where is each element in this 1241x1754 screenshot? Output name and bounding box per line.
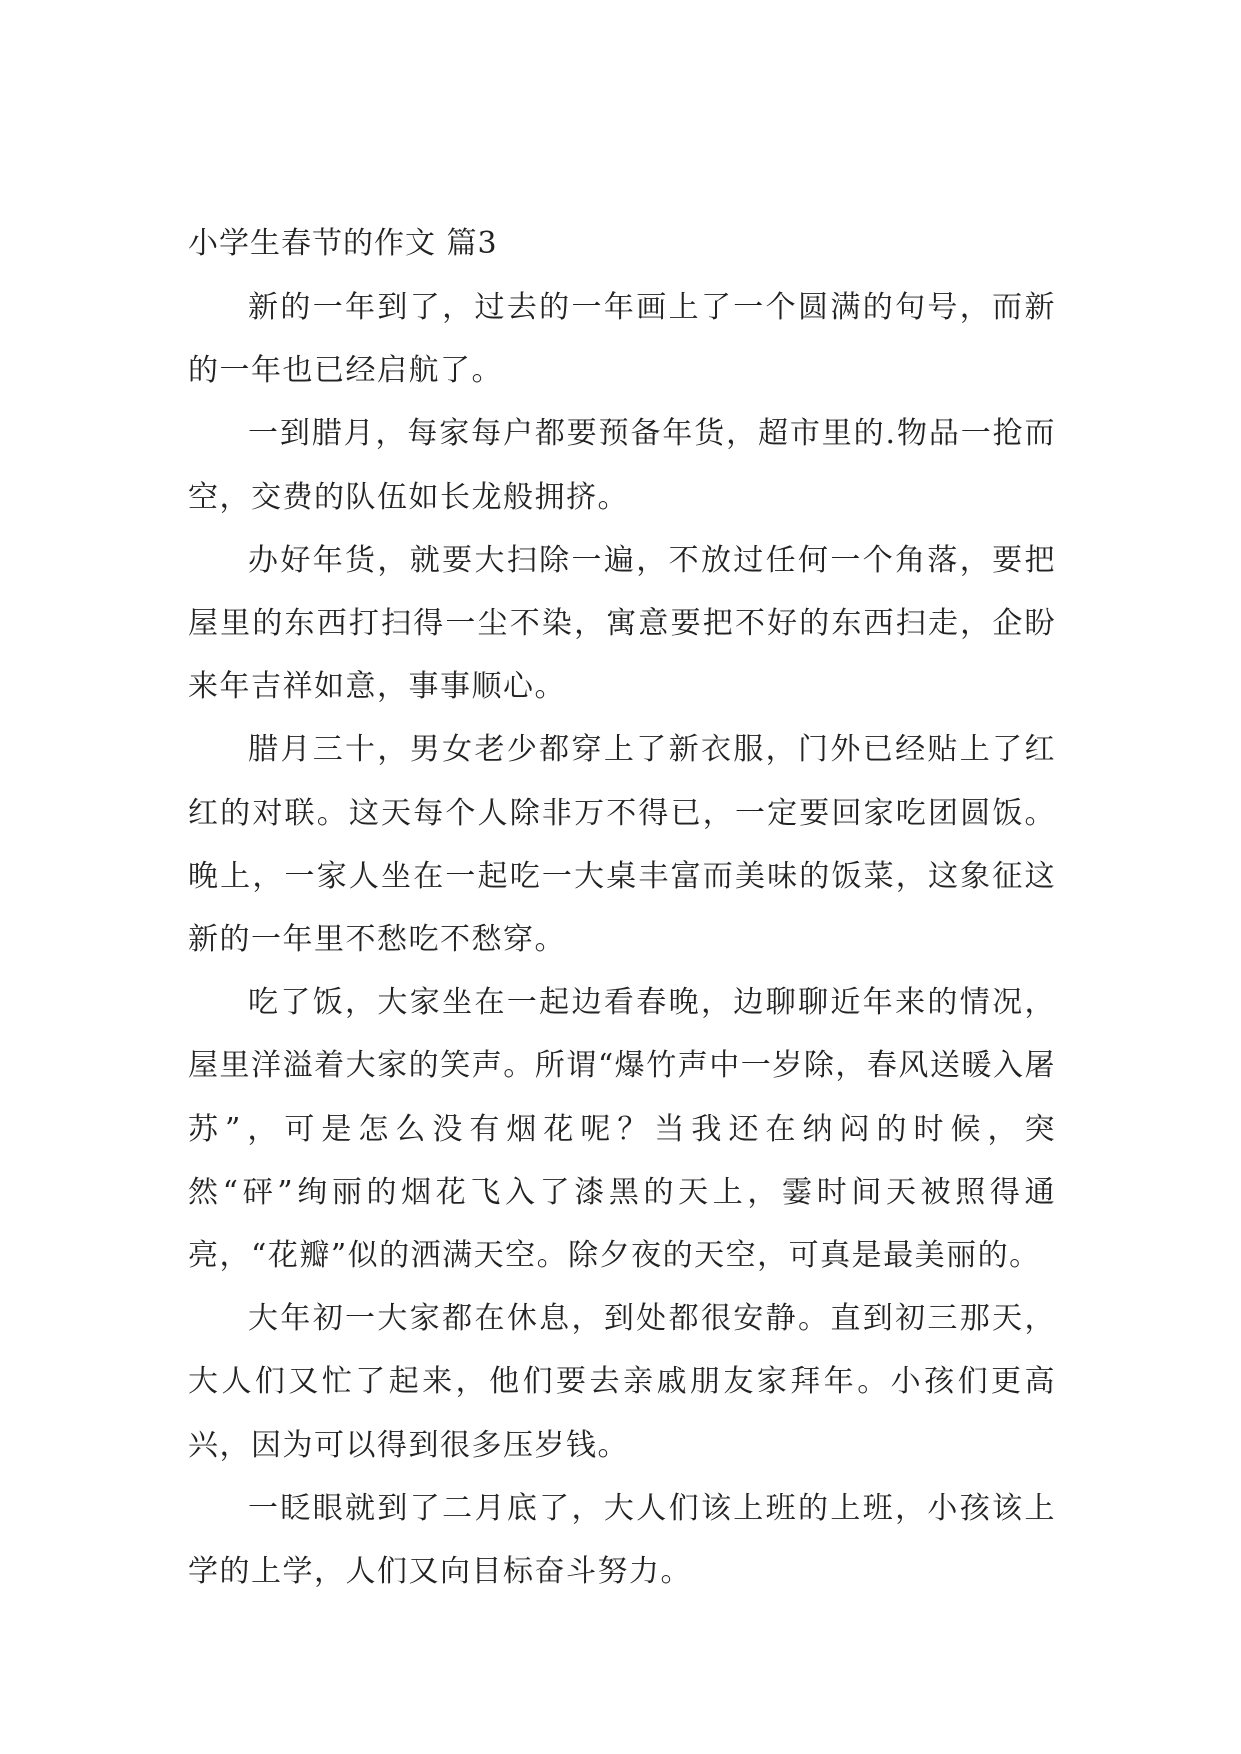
paragraph: 一到腊月，每家每户都要预备年货，超市里的.物品一抢而空，交费的队伍如长龙般拥挤。: [188, 416, 1056, 515]
paragraph: 办好年货，就要大扫除一遍，不放过任何一个角落，要把屋里的东西打扫得一尘不染，寓意要把不好的东西扫走，企盼来年吉祥如意，事事顺心。: [188, 542, 1056, 705]
paragraph: 新的一年到了，过去的一年画上了一个圆满的句号，而新的一年也已经启航了。: [188, 290, 1056, 389]
paragraph: 一眨眼就到了二月底了，大人们该上班的上班，小孩该上学的上学，人们又向目标奋斗努力。: [188, 1490, 1056, 1590]
paragraph: 吃了饭，大家坐在一起边看春晚，边聊聊近年来的情况，屋里洋溢着大家的笑声。所谓“爆竹声中一岁除，春风送暖入屠苏”，可是怎么没有烟花呢？当我还在纳闷的时候，突然“砰”绚丽的烟花飞入了漆黑的天上，霎时间天被照得通亮，“花瓣”似的洒满天空。除夕夜的天空，可真是最美丽的。: [188, 985, 1056, 1274]
paragraph: 腊月三十，男女老少都穿上了新衣服，门外已经贴上了红红的对联。这天每个人除非万不得已，一定要回家吃团圆饭。晚上，一家人坐在一起吃一大桌丰富而美味的饭菜，这象征这新的一年里不愁吃不愁穿。: [188, 732, 1056, 958]
paragraph: 大年初一大家都在休息，到处都很安静。直到初三那天，大人们又忙了起来，他们要去亲戚朋友家拜年。小孩们更高兴，因为可以得到很多压岁钱。: [188, 1301, 1056, 1463]
essay-title: 小学生春节的作文 篇3: [188, 226, 498, 261]
essay-body: [188, 276, 1056, 1603]
